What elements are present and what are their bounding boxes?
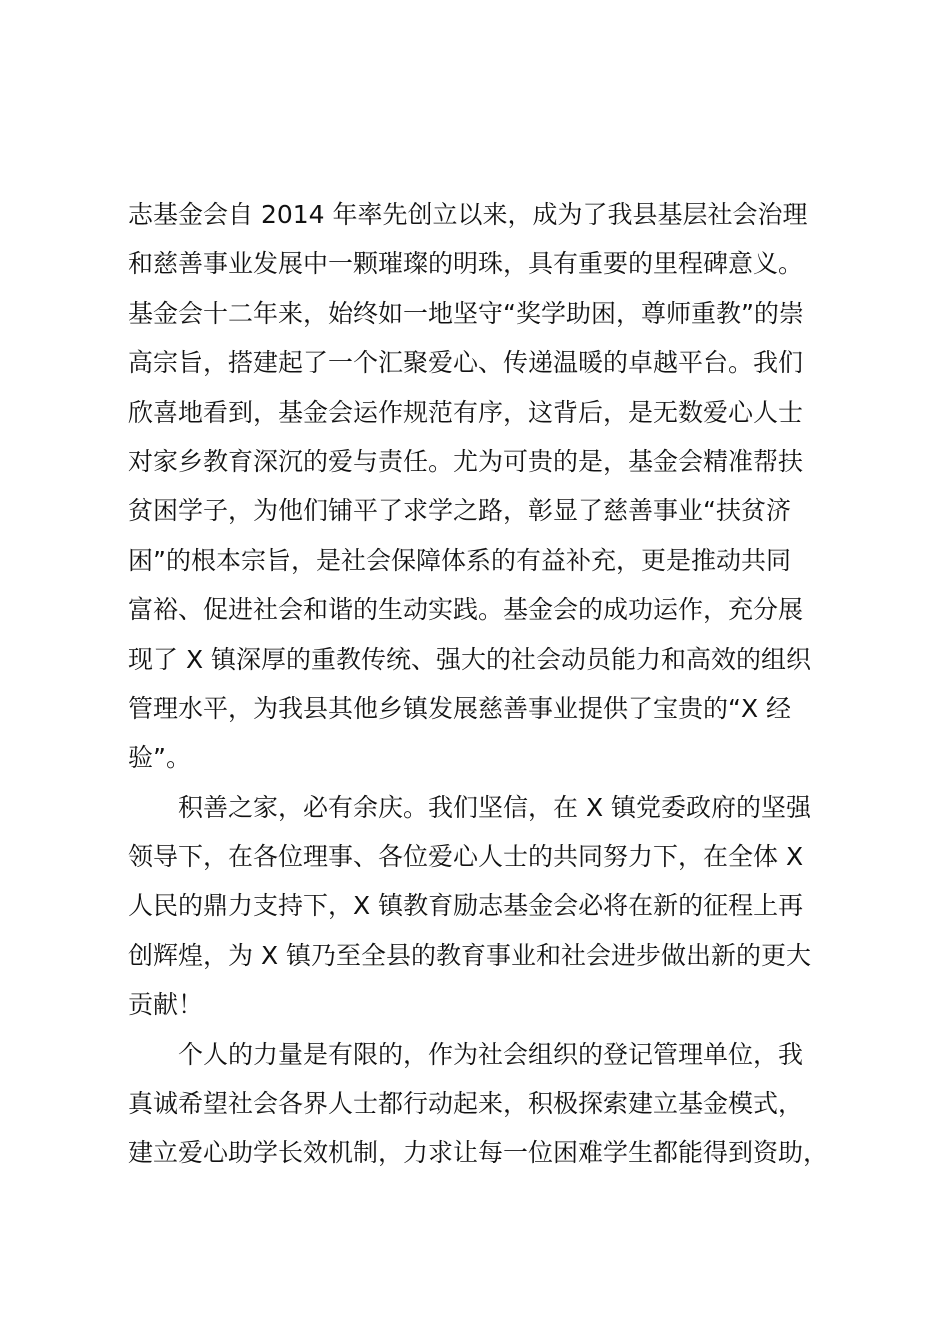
text-line: 高宗旨，搭建起了一个汇聚爱心、传递温暖的卓越平台。我们 <box>128 348 804 378</box>
text-line: 和慈善事业发展中一颗璀璨的明珠，具有重要的里程碑意义。 <box>128 249 804 279</box>
text-line: 欣喜地看到，基金会运作规范有序，这背后，是无数爱心人士 <box>128 397 804 427</box>
text-line: 贡献！ <box>128 990 204 1020</box>
text-line: 领导下，在各位理事、各位爱心人士的共同努力下，在全体 X <box>128 842 804 872</box>
text-line: 志基金会自 2014 年率先创立以来，成为了我县基层社会治理 <box>128 200 808 229</box>
document-body <box>128 190 828 1178</box>
text-line: 真诚希望社会各界人士都行动起来，积极探索建立基金模式， <box>128 1089 804 1119</box>
text-line: 积善之家，必有余庆。我们坚信，在 X 镇党委政府的坚强 <box>178 792 812 822</box>
text-line: 困”的根本宗旨，是社会保障体系的有益补充，更是推动共同 <box>128 545 791 575</box>
text-line: 富裕、促进社会和谐的生动实践。基金会的成功运作，充分展 <box>128 595 804 625</box>
paragraph-1 <box>128 190 828 783</box>
text-line: 验”。 <box>128 743 191 773</box>
text-line: 个人的力量是有限的，作为社会组织的登记管理单位，我 <box>178 1039 804 1069</box>
text-line: 贫困学子，为他们铺平了求学之路，彰显了慈善事业“扶贫济 <box>128 496 791 526</box>
paragraph-2 <box>128 783 828 1030</box>
text-line: 创辉煌，为 X 镇乃至全县的教育事业和社会进步做出新的更大 <box>128 940 812 970</box>
text-line: 基金会十二年来，始终如一地坚守“奖学助困，尊师重教”的崇 <box>128 298 804 328</box>
paragraph-3 <box>128 1030 828 1178</box>
text-line: 建立爱心助学长效机制，力求让每一位困难学生都能得到资助， <box>128 1138 829 1168</box>
text-line: 现了 X 镇深厚的重教传统、强大的社会动员能力和高效的组织 <box>128 644 812 674</box>
text-line: 人民的鼎力支持下，X 镇教育励志基金会必将在新的征程上再 <box>128 891 804 921</box>
text-line: 管理水平，为我县其他乡镇发展慈善事业提供了宝贵的“X 经 <box>128 693 792 723</box>
text-line: 对家乡教育深沉的爱与责任。尤为可贵的是，基金会精准帮扶 <box>128 446 804 476</box>
